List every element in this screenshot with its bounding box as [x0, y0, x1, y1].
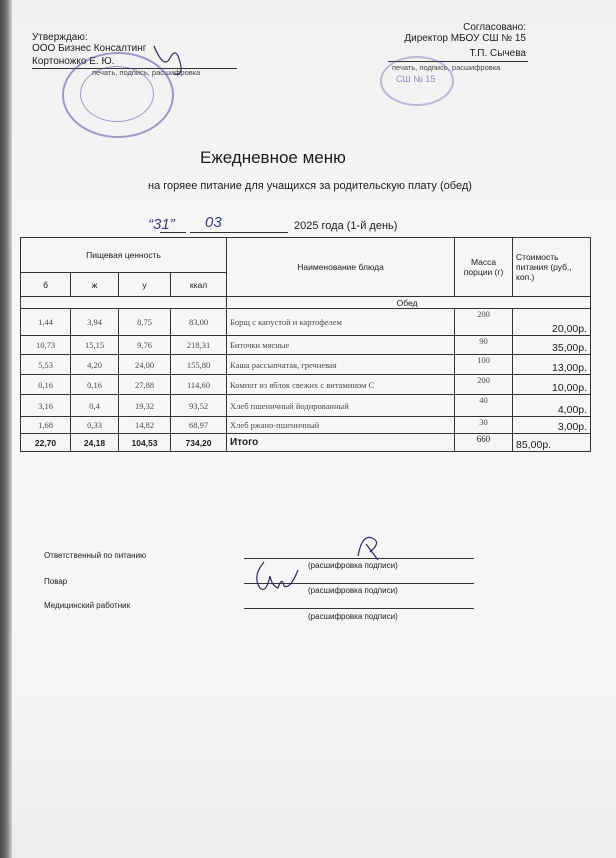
total-row — [21, 434, 591, 452]
cell-kcal: 93,52 — [171, 395, 227, 417]
header-dish: Наименование блюда — [227, 238, 455, 297]
cell-mass: 200 — [455, 309, 513, 336]
cell-price: 3,00р. — [513, 417, 591, 434]
date-day-line — [160, 232, 186, 233]
cell-kcal: 83,00 — [171, 309, 227, 336]
approved-org: ООО Бизнес Консалтинг — [32, 43, 147, 54]
date-rest: 2025 года (1-й день) — [294, 220, 398, 232]
date-month-line — [190, 232, 288, 233]
total-u: 104,53 — [119, 434, 171, 452]
cell-b: 1,44 — [21, 309, 71, 336]
agreed-stamp — [380, 56, 454, 106]
menu-table — [20, 237, 591, 452]
agreed-name: Т.П. Сычева — [469, 48, 526, 59]
approved-name: Кортоножко Е. Ю. — [32, 56, 115, 67]
sig-medic-line — [244, 608, 474, 609]
cell-mass: 200 — [455, 375, 513, 395]
cell-dish: Хлеб пшеничный йодированный — [227, 395, 455, 417]
sig-nutrition-signature — [352, 530, 388, 562]
cell-kcal: 114,60 — [171, 375, 227, 395]
cell-price: 20,00р. — [513, 309, 591, 336]
header-b: б — [21, 273, 71, 297]
cell-u: 24,00 — [119, 355, 171, 375]
cell-mass: 90 — [455, 336, 513, 355]
cell-zh: 15,15 — [71, 336, 119, 355]
cell-b: 3,16 — [21, 395, 71, 417]
table-row — [21, 395, 591, 417]
agreed-position: Директор МБОУ СШ № 15 — [404, 33, 526, 44]
cell-kcal: 218,31 — [171, 336, 227, 355]
page-subtitle: на горяее питание для учащихся за родительскую плату (обед) — [148, 180, 472, 192]
sig-medic-caption: (расшифровка подписи) — [308, 612, 398, 621]
cell-mass: 40 — [455, 395, 513, 417]
approved-signature — [150, 40, 190, 80]
cell-u: 8,75 — [119, 309, 171, 336]
table-body — [21, 309, 591, 434]
cell-b: 10,73 — [21, 336, 71, 355]
cell-dish: Компот из яблок свежих с витамином С — [227, 375, 455, 395]
cell-u: 27,88 — [119, 375, 171, 395]
section-row — [21, 297, 591, 309]
cell-price: 4,00р. — [513, 395, 591, 417]
table-row — [21, 355, 591, 375]
total-mass: 660 — [455, 434, 513, 452]
date-day: “31” — [148, 216, 175, 233]
cell-b: 5,53 — [21, 355, 71, 375]
approved-label: Утверждаю: — [32, 32, 88, 43]
total-price: 85,00р. — [513, 434, 591, 452]
cell-b: 0,16 — [21, 375, 71, 395]
header-mass: Масса порции (г) — [455, 238, 513, 297]
total-label: Итого — [227, 434, 455, 452]
cell-dish: Биточки мясные — [227, 336, 455, 355]
header-u: у — [119, 273, 171, 297]
date-month: 03 — [205, 214, 222, 231]
header-nutrition: Пищевая ценность — [21, 238, 227, 273]
sig-cook-label: Повар — [44, 577, 68, 586]
cell-zh: 0,33 — [71, 417, 119, 434]
cell-u: 19,32 — [119, 395, 171, 417]
table-row — [21, 375, 591, 395]
cell-zh: 4,20 — [71, 355, 119, 375]
cell-kcal: 68,97 — [171, 417, 227, 434]
cell-zh: 3,94 — [71, 309, 119, 336]
cell-price: 10,00р. — [513, 375, 591, 395]
cell-u: 9,76 — [119, 336, 171, 355]
agreed-label: Согласовано: — [463, 22, 526, 33]
approved-stamp-inner — [80, 66, 154, 122]
cell-dish: Каша рассыпчатая, гречневая — [227, 355, 455, 375]
header-cost: Стоимость питания (руб., коп.) — [513, 238, 591, 297]
cell-zh: 0,4 — [71, 395, 119, 417]
cell-dish: Хлеб ржано-пшеничный — [227, 417, 455, 434]
cell-zh: 0,16 — [71, 375, 119, 395]
cell-mass: 30 — [455, 417, 513, 434]
sig-medic-label: Медицинский работник — [44, 601, 131, 610]
cell-dish: Борщ с капустой и картофелем — [227, 309, 455, 336]
cell-price: 35,00р. — [513, 336, 591, 355]
sig-cook-caption: (расшифровка подписи) — [308, 586, 398, 595]
cell-price: 13,00р. — [513, 355, 591, 375]
table-row — [21, 309, 591, 336]
total-kcal: 734,20 — [171, 434, 227, 452]
page-title: Ежедневное меню — [200, 148, 346, 167]
header-kcal: ккал — [171, 273, 227, 297]
table-row — [21, 417, 591, 434]
cell-b: 1,68 — [21, 417, 71, 434]
table-header-row — [21, 238, 591, 273]
table-row — [21, 336, 591, 355]
section-label: Обед — [227, 297, 591, 309]
agreed-caption: печать, подпись, расшифровка — [392, 63, 501, 72]
cell-u: 14,82 — [119, 417, 171, 434]
agreed-stamp-text: СШ № 15 — [396, 74, 436, 84]
total-zh: 24,18 — [71, 434, 119, 452]
cell-mass: 100 — [455, 355, 513, 375]
header-zh: ж — [71, 273, 119, 297]
total-b: 22,70 — [21, 434, 71, 452]
approved-caption: печать, подпись, расшифровка — [92, 68, 201, 77]
sig-cook-signature — [250, 556, 310, 596]
sig-nutrition-label: Ответственный по питанию — [44, 551, 147, 560]
sig-nutrition-caption: (расшифровка подписи) — [308, 561, 398, 570]
cell-kcal: 155,80 — [171, 355, 227, 375]
